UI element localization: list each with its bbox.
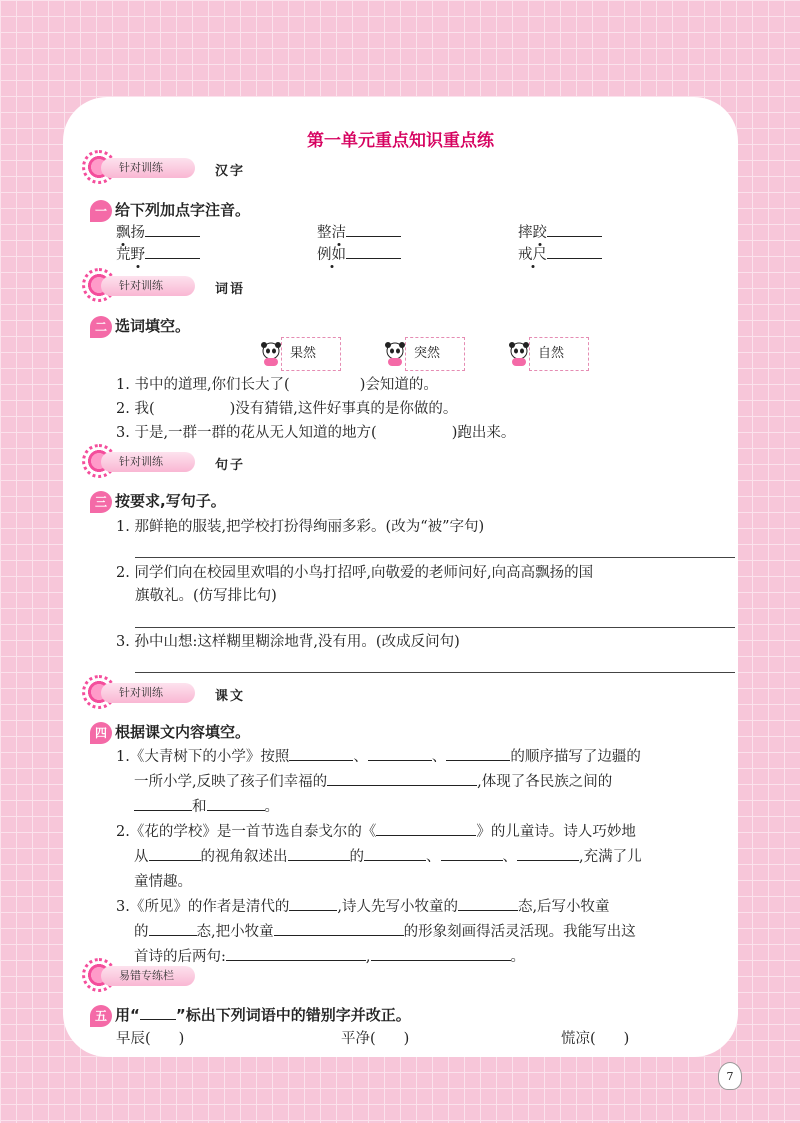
section-topic: 句子 — [215, 458, 246, 473]
word-item: 整洁 — [317, 221, 401, 242]
panda-icon — [259, 341, 283, 367]
fill-line: 的 态,把小牧童 的形象刻画得活灵活现。我能写出这 — [134, 920, 636, 941]
page-title: 第一单元重点知识重点练 — [307, 131, 494, 151]
question-heading: 二 选词填空。 — [90, 315, 190, 338]
panda-icon — [507, 341, 531, 367]
question-heading: 五 用“ ”标出下列词语中的错别字并改正。 — [90, 1004, 411, 1027]
correction-item: 平净( ) — [341, 1031, 410, 1047]
sentence-item: 2. 同学们向在校园里欢唱的小鸟打招呼,向敬爱的老师问好,向高高飘扬的国 — [116, 565, 594, 581]
word-item: 戒尺 — [518, 243, 602, 264]
correction-item: 早辰( ) — [116, 1031, 185, 1047]
fill-line: 2.《花的学校》是一首节选自泰戈尔的《 》的儿童诗。诗人巧妙地 — [116, 820, 636, 841]
section-tag-juzi: 针对训练 — [85, 449, 195, 475]
section-tag-hanzi: 针对训练 — [85, 155, 195, 181]
fill-item: 1. 书中的道理,你们长大了( )会知道的。 — [116, 377, 438, 393]
word-item: 例如 — [317, 243, 401, 264]
sentence-item-cont: 旗敬礼。(仿写排比句) — [135, 588, 277, 604]
sentence-item: 3. 孙中山想:这样糊里糊涂地背,没有用。(改成反问句) — [116, 634, 460, 650]
answer-blank[interactable] — [145, 221, 200, 237]
answer-blank[interactable] — [145, 243, 200, 259]
answer-blank[interactable] — [346, 243, 401, 259]
section-topic: 课文 — [215, 689, 246, 704]
fill-line: 首诗的后两句: , 。 — [134, 945, 525, 966]
word-option: 突然 — [383, 337, 463, 369]
answer-blank[interactable] — [547, 221, 602, 237]
question-heading: 一 给下列加点字注音。 — [90, 199, 250, 222]
section-tag-kewen: 针对训练 — [85, 680, 195, 706]
panda-icon — [383, 341, 407, 367]
fill-line: 从 的视角叙述出 的 、 、 ,充满了儿 — [134, 845, 642, 866]
correction-item: 慌凉( ) — [561, 1031, 630, 1047]
answer-blank[interactable] — [346, 221, 401, 237]
answer-blank[interactable] — [547, 243, 602, 259]
question-heading: 四 根据课文内容填空。 — [90, 721, 250, 744]
section-topic: 汉字 — [215, 164, 246, 179]
fill-line: 和 。 — [134, 795, 279, 816]
fill-item: 2. 我( )没有猜错,这件好事真的是你做的。 — [116, 401, 458, 417]
answer-line[interactable] — [135, 627, 735, 628]
word-option: 自然 — [507, 337, 587, 369]
word-option: 果然 — [259, 337, 339, 369]
word-item: 荒野 — [116, 243, 200, 264]
fill-line: 一所小学,反映了孩子们幸福的 ,体现了各民族之间的 — [134, 770, 612, 791]
section-topic: 词语 — [215, 282, 246, 297]
answer-line[interactable] — [135, 672, 735, 673]
page-number: 7 — [718, 1062, 742, 1090]
section-tag-ciyu: 针对训练 — [85, 273, 195, 299]
worksheet-page — [63, 97, 738, 1057]
fill-line: 1.《大青树下的小学》按照 、 、 的顺序描写了边疆的 — [116, 745, 641, 766]
section-tag-error: 易错专练栏 — [85, 963, 195, 989]
sentence-item: 1. 那鲜艳的服装,把学校打扮得绚丽多彩。(改为“被”字句) — [116, 519, 485, 535]
word-item: 摔跤 — [518, 221, 602, 242]
word-item: 飘扬 — [116, 221, 200, 242]
answer-line[interactable] — [135, 557, 735, 558]
fill-line: 3.《所见》的作者是清代的 ,诗人先写小牧童的 态,后写小牧童 — [116, 895, 610, 916]
fill-line: 童情趣。 — [134, 874, 192, 890]
fill-item: 3. 于是,一群一群的花从无人知道的地方( )跑出来。 — [116, 425, 516, 441]
question-heading: 三 按要求,写句子。 — [90, 490, 226, 513]
